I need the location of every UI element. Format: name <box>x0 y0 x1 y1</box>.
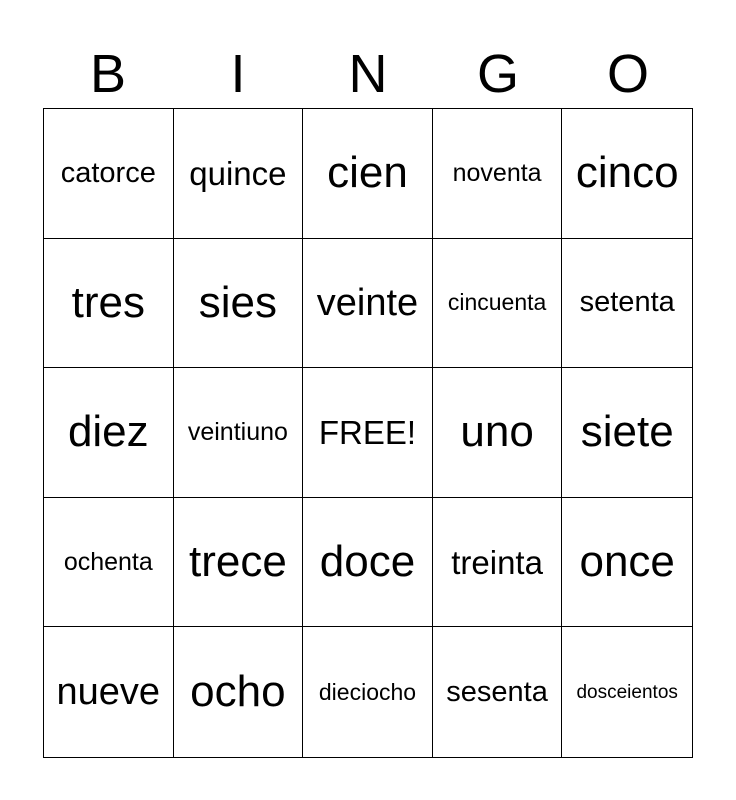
bingo-cell[interactable]: doce <box>303 498 433 628</box>
bingo-cell[interactable]: cinco <box>562 109 692 239</box>
bingo-cell[interactable]: uno <box>433 368 563 498</box>
header-letter-i: I <box>230 44 246 104</box>
bingo-grid <box>43 108 693 758</box>
bingo-cell[interactable]: ochenta <box>44 498 174 628</box>
bingo-cell[interactable]: diez <box>44 368 174 498</box>
bingo-cell[interactable]: quince <box>174 109 304 239</box>
bingo-cell[interactable]: siete <box>562 368 692 498</box>
bingo-cell[interactable]: sies <box>174 239 304 369</box>
bingo-cell[interactable]: noventa <box>433 109 563 239</box>
bingo-cell[interactable]: tres <box>44 239 174 369</box>
bingo-cell[interactable]: dieciocho <box>303 627 433 757</box>
bingo-cell[interactable]: cincuenta <box>433 239 563 369</box>
header-letter-g: G <box>476 44 519 104</box>
bingo-header <box>43 40 693 108</box>
bingo-cell[interactable]: setenta <box>562 239 692 369</box>
bingo-cell[interactable]: sesenta <box>433 627 563 757</box>
header-letter-b: B <box>89 44 127 104</box>
bingo-cell[interactable]: once <box>562 498 692 628</box>
bingo-cell[interactable]: dosceientos <box>576 681 678 703</box>
bingo-cell[interactable]: treinta <box>433 498 563 628</box>
bingo-cell[interactable]: ocho <box>174 627 304 757</box>
bingo-cell[interactable]: cien <box>303 109 433 239</box>
free-space-cell[interactable]: FREE! <box>303 368 433 498</box>
bingo-cell[interactable]: veintiuno <box>174 368 304 498</box>
bingo-cell[interactable]: catorce <box>44 109 174 239</box>
bingo-cell[interactable]: nueve <box>44 627 174 757</box>
header-letter-o: O <box>606 44 649 104</box>
bingo-cell[interactable]: trece <box>174 498 304 628</box>
bingo-cell[interactable]: veinte <box>303 239 433 369</box>
header-letter-n: N <box>348 44 388 104</box>
